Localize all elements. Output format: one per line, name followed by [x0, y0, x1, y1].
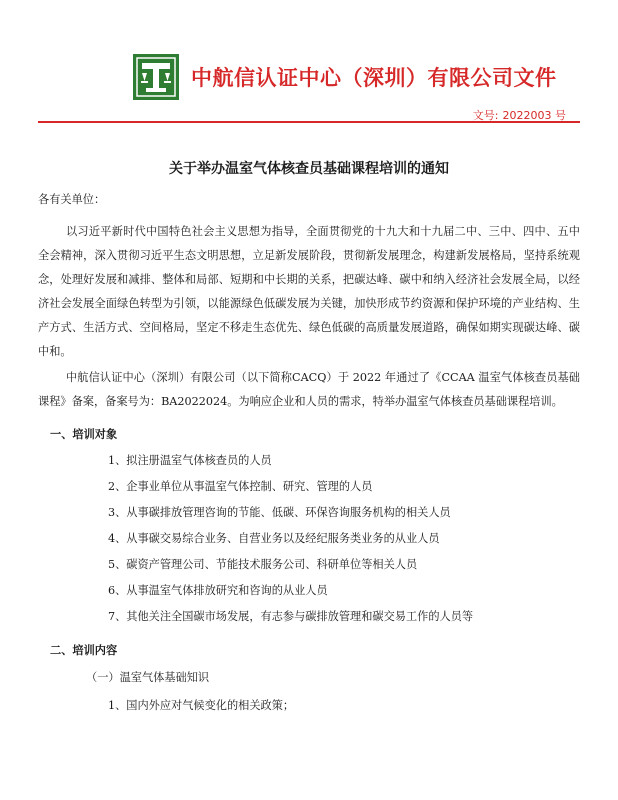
- list-item: 4、从事碳交易综合业务、自营业务以及经纪服务类业务的从业人员: [108, 532, 440, 545]
- section-heading-audience: 一、培训对象: [50, 428, 118, 441]
- list-item: 6、从事温室气体排放研究和咨询的从业人员: [108, 584, 328, 597]
- list-item: 1、拟注册温室气体核查员的人员: [108, 454, 272, 467]
- org-title: 中航信认证中心（深圳）有限公司文件: [191, 66, 557, 90]
- salutation: 各有关单位：: [38, 193, 106, 206]
- paragraph-background: 中航信认证中心（深圳）有限公司（以下简称CACQ）于 2022 年通过了《CCAA 温室气体核查员基础课程》备案，备案号为：BA2022024。为响应企业和人员的需求，特举办温室气体核查员基础课程培训。: [38, 371, 580, 408]
- list-item: 2、企事业单位从事温室气体控制、研究、管理的人员: [108, 480, 373, 493]
- list-item: 3、从事碳排放管理咨询的节能、低碳、环保咨询服务机构的相关人员: [108, 506, 451, 519]
- list-item: 7、其他关注全国碳市场发展，有志参与碳排放管理和碳交易工作的人员等: [108, 610, 474, 623]
- list-item: 5、碳资产管理公司、节能技术服务公司、科研单位等相关人员: [108, 558, 418, 571]
- doc-number-label: 文号:: [472, 109, 499, 122]
- section-heading-content: 二、培训内容: [50, 644, 118, 657]
- document-body: [38, 190, 580, 720]
- paragraph-intro: 以习近平新时代中国特色社会主义思想为指导，全面贯彻党的十九大和十九届二中、三中、四中、五中全会精神，深入贯彻习近平生态文明思想，立足新发展阶段，贯彻新发展理念，构建新发展格局，坚持系统观念，处理好发展和减排、整体和局部、短期和中长期的关系，把碳达峰、碳中和纳入经济社会发展全局，以经济社会发展全面绿色转型为引领，以能源绿色低碳发展为关键，加快形成节约资源和保护环境的产业结构、生产方式、生活方式、空间格局，坚定不移走生态优先、绿色低碳的高质量发展道路，确保如期实现碳达峰、碳中和。: [38, 225, 580, 358]
- doc-number-value: 2022003 号: [502, 109, 566, 122]
- header-divider: [38, 121, 580, 123]
- letterhead: [133, 52, 557, 102]
- document-title: 关于举办温室气体核查员基础课程培训的通知: [169, 161, 449, 177]
- org-logo-icon: [133, 54, 179, 100]
- subsection-heading: （一）温室气体基础知识: [86, 671, 210, 684]
- list-item: 1、国内外应对气候变化的相关政策；: [108, 699, 295, 712]
- audience-list: [38, 448, 580, 630]
